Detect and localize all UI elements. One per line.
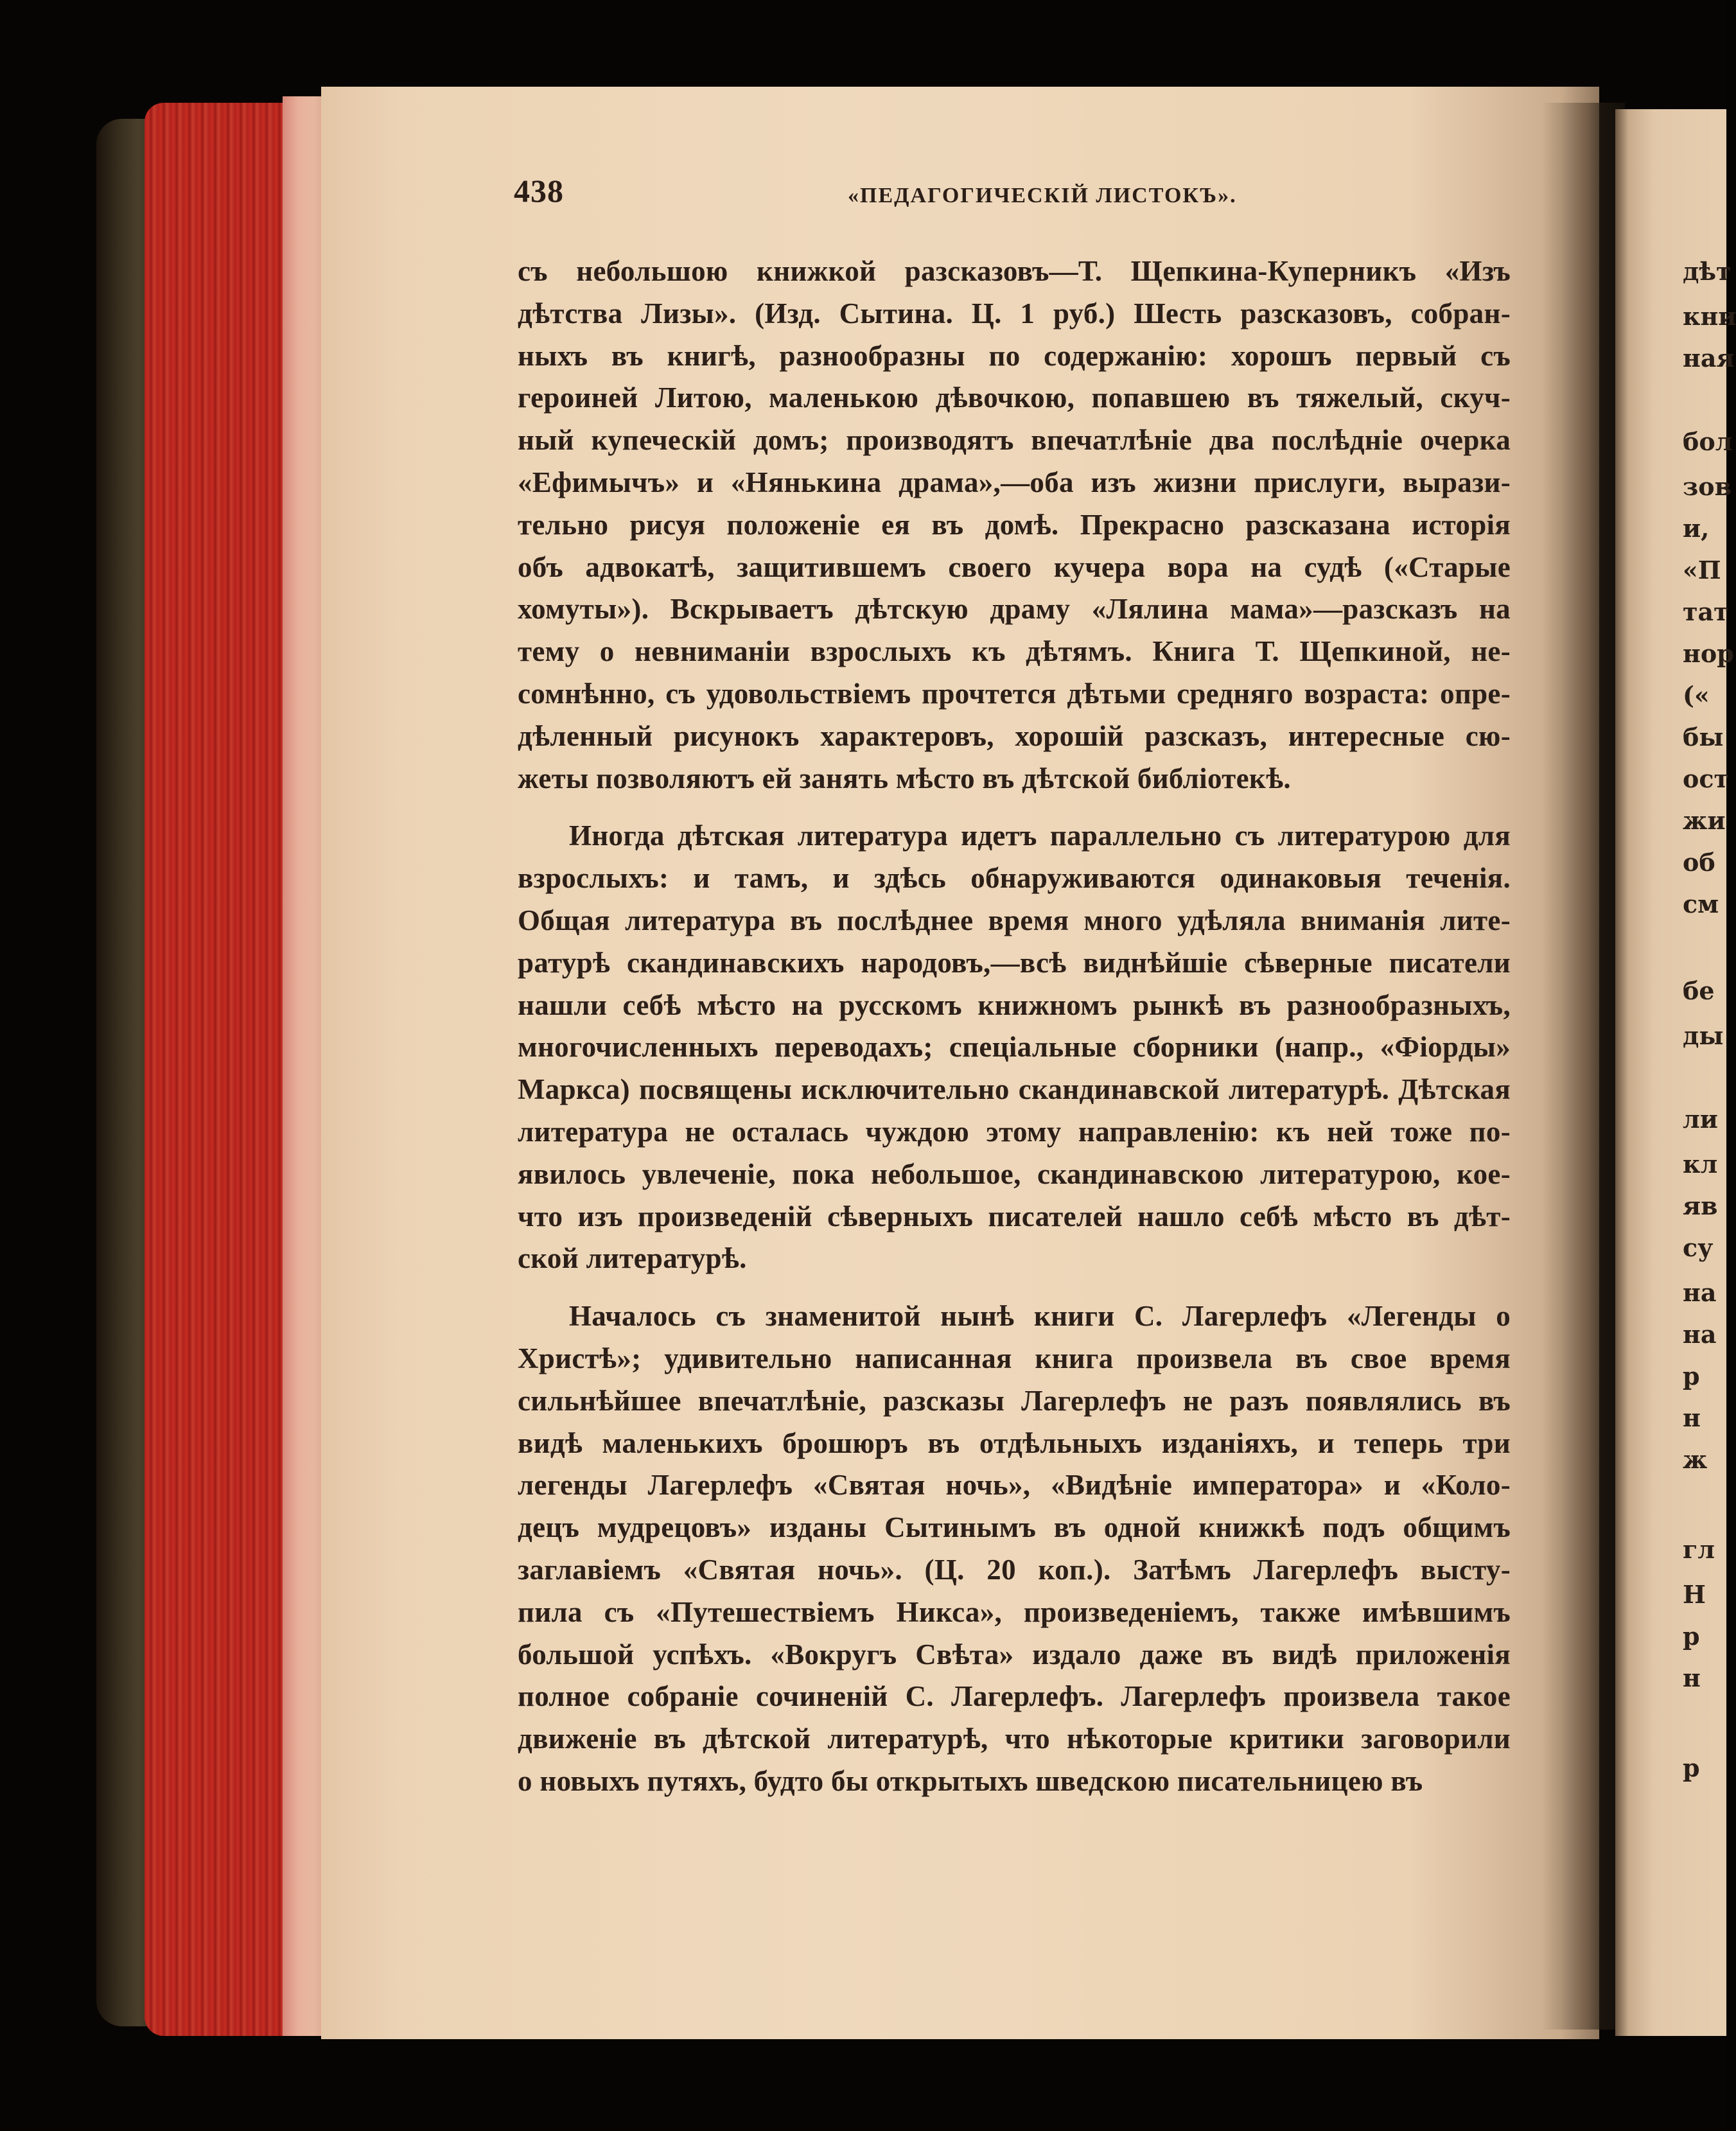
facing-page-fragment: нор [1683,639,1734,668]
text-line: сомнѣнно, съ удовольствіемъ прочтется дѣтьми средняго возраста: опре- [518,677,1511,710]
text-line: дѣленный рисунокъ характеровъ, хорошій разсказъ, интересные сю- [518,719,1511,752]
text-line: Христѣ»; удивительно написанная книга произвела въ свое время [518,1342,1511,1374]
text-line: большой успѣхъ. «Вокругъ Свѣта» издало даже въ видѣ приложенія [518,1638,1511,1671]
text-line: тельно рисуя положеніе ея въ домѣ. Прекрасно разсказана исторія [518,508,1511,541]
facing-page-fragment: ост [1683,764,1730,793]
facing-page-fragment: «П [1683,556,1721,584]
page-number: 438 [514,173,564,209]
gutter-shadow [1541,103,1625,2030]
facing-page [1615,109,1726,2036]
facing-page-fragment: кни [1683,302,1736,331]
facing-page-fragment: дѣт [1683,257,1732,286]
facing-page-fragment: ды [1683,1021,1724,1050]
paragraph [518,1295,1511,1803]
text-line: явилось увлеченіе, пока небольшое, скандинавскою литературою, кое- [518,1157,1511,1190]
text-line: децъ мудрецовъ» изданы Сытинымъ въ одной книжкѣ подъ общимъ [518,1511,1511,1544]
text-line: многочисленныхъ переводахъ; спеціальные сборники (напр., «Фіорды» [518,1031,1511,1064]
facing-page-fragment: см [1683,890,1719,918]
text-line: легенды Лагерлефъ «Святая ночь», «Видѣніе императора» и «Коло- [518,1469,1511,1502]
text-line: нашли себѣ мѣсто на русскомъ книжномъ рынкѣ въ разнообразныхъ, [518,988,1511,1021]
facing-page-fragment: бе [1683,976,1715,1005]
text-line: литература не осталась чуждою этому направленію: къ ней тоже по- [518,1115,1511,1148]
facing-page-fragment: бол [1683,427,1733,456]
text-line: ный купеческій домъ; производятъ впечатлѣніе два послѣдніе очерка [518,424,1511,457]
facing-page-fragment: ж [1683,1445,1708,1474]
paragraph-gap [518,1280,1511,1295]
text-line: пила съ «Путешествіемъ Никса», произведеніемъ, также имѣвшимъ [518,1595,1511,1628]
text-line: хомуты»). Вскрываетъ дѣтскую драму «Лялина мама»—разсказъ на [518,593,1511,626]
text-line: дѣтства Лизы». (Изд. Сытина. Ц. 1 руб.) Шесть разсказовъ, собран- [518,297,1511,329]
facing-page-fragment: р [1683,1622,1700,1651]
text-line: Маркса) посвящены исключительно скандинавской литературѣ. Дѣтская [518,1073,1511,1106]
facing-page-fragment: р [1683,1753,1700,1782]
facing-page-fragment: Н [1683,1580,1706,1609]
facing-page-fragment: (« [1683,681,1710,710]
facing-page-fragment: на [1683,1278,1717,1307]
facing-page-fragment: н [1683,1663,1701,1692]
text-line: объ адвокатѣ, защитившемъ своего кучера вора на судѣ («Старые [518,550,1511,583]
text-line: заглавіемъ «Святая ночь». (Ц. 20 коп.). Затѣмъ Лагерлефъ высту- [518,1553,1511,1586]
text-line: ской литературѣ. [518,1242,747,1275]
text-line: съ небольшою книжкой разсказовъ—Т. Щепкина-Куперникъ «Изъ [518,255,1511,287]
facing-page-fragment: ная [1683,344,1735,373]
text-line: взрослыхъ: и тамъ, и здѣсь обнаруживаются одинаковыя теченія. [518,862,1511,895]
facing-page-fragment: су [1683,1233,1714,1262]
facing-page-fragment: ли [1683,1105,1718,1134]
facing-page-fragment: и, [1683,514,1710,543]
text-line: героиней Литою, маленькою дѣвочкою, попавшею въ тяжелый, скуч- [518,381,1511,414]
text-line: полное собраніе сочиненій С. Лагерлефъ. Лагерлефъ произвела такое [518,1680,1511,1713]
text-line: движеніе въ дѣтской литературѣ, что нѣкоторые критики заговорили [518,1723,1511,1755]
text-line: тему о невниманіи взрослыхъ къ дѣтямъ. Книга Т. Щепкиной, не- [518,635,1511,668]
body-text [518,250,1511,1803]
facing-page-fragment: гл [1683,1535,1715,1564]
facing-page-fragment: жи [1683,806,1726,835]
text-line: ратурѣ скандинавскихъ народовъ,—всѣ виднѣйшіе сѣверные писатели [518,946,1511,979]
text-line: «Ефимычъ» и «Нянькина драма»,—оба изъ жизни прислуги, вырази- [518,466,1511,498]
text-line: что изъ произведеній сѣверныхъ писателей нашло себѣ мѣсто въ дѣт- [518,1200,1511,1232]
facing-page-fragment: тат [1683,597,1729,626]
facing-page-fragment: р [1683,1362,1700,1390]
text-line: о новыхъ путяхъ, будто бы открытыхъ шведскою писательницею въ [518,1764,1423,1797]
text-line: ныхъ въ книгѣ, разнообразны по содержанію: хорошъ первый съ [518,339,1511,372]
facing-page-fragment: кл [1683,1150,1718,1179]
text-line: видѣ маленькихъ брошюръ въ отдѣльныхъ изданіяхъ, и теперь три [518,1426,1511,1459]
facing-page-fragment: на [1683,1320,1717,1349]
facing-page-fragment: яв [1683,1191,1718,1220]
text-line: Началось съ знаменитой нынѣ книги С. Лагерлефъ «Легенды о [569,1300,1511,1333]
facing-page-fragment: об [1683,848,1715,877]
paragraph [518,815,1511,1280]
paragraph-gap [518,800,1511,815]
text-line: Общая литература въ послѣднее время много удѣляла вниманія лите- [518,904,1511,936]
facing-page-fragment: н [1683,1403,1701,1432]
facing-page-fragment: бы [1683,723,1724,751]
text-line: Иногда дѣтская литература идетъ параллельно съ литературою для [569,820,1511,852]
facing-page-fragment: зов [1683,472,1732,501]
text-line: жеты позволяютъ ей занять мѣсто въ дѣтской библіотекѣ. [518,762,1291,794]
red-page-edges [145,103,299,2036]
running-head: «ПЕДАГОГИЧЕСКІЙ ЛИСТОКЪ». [848,184,1237,207]
paragraph [518,250,1511,800]
text-line: сильнѣйшее впечатлѣніе, разсказы Лагерлефъ не разъ появлялись въ [518,1384,1511,1417]
